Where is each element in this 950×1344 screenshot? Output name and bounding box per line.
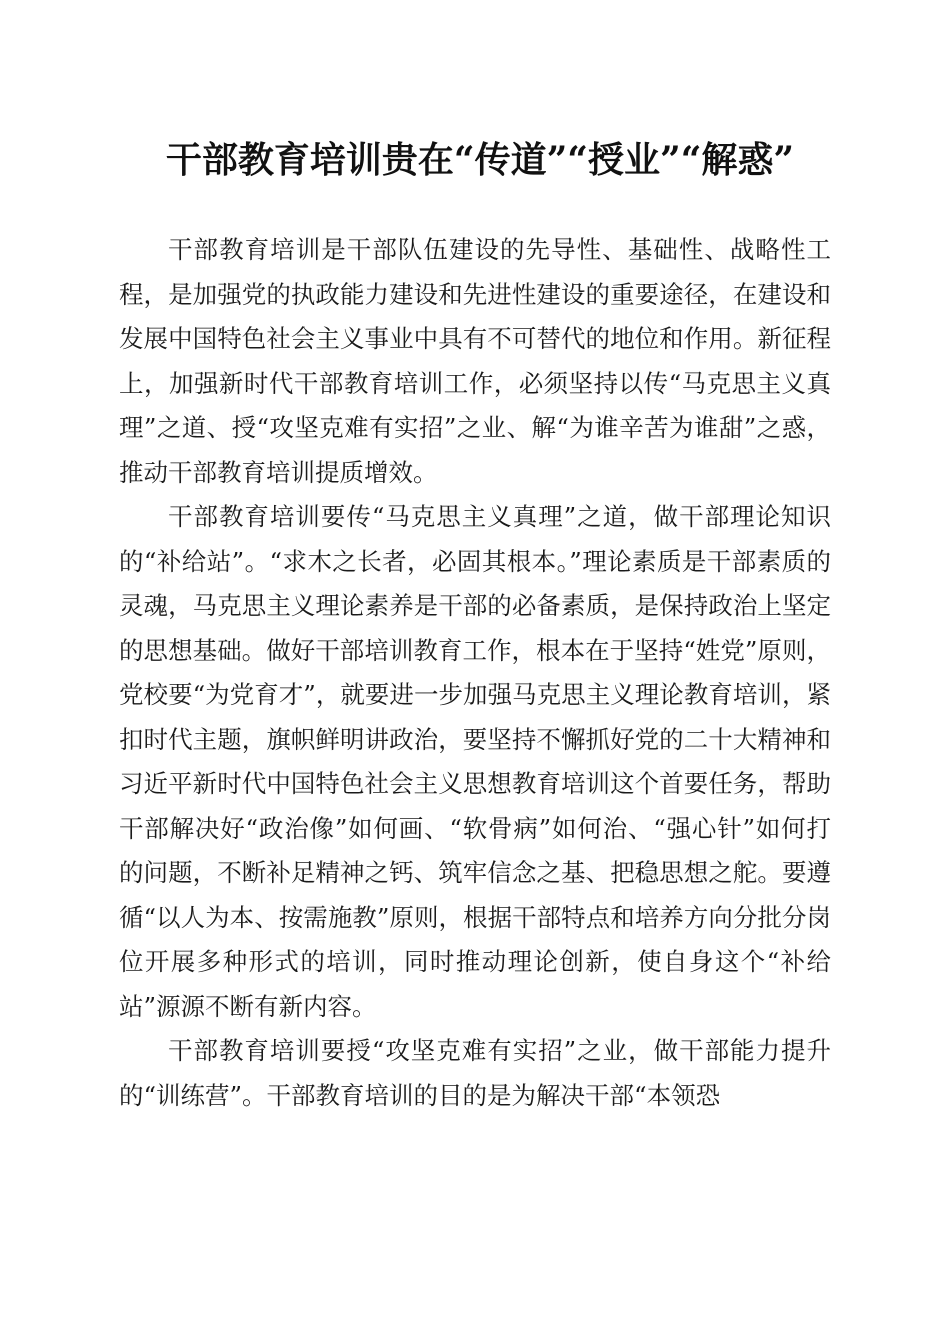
paragraph-intro: 干部教育培训是干部队伍建设的先导性、基础性、战略性工程，是加强党的执政能力建设和先进性建设的重要途径，在建设和发展中国特色社会主义事业中具有不可替代的地位和作用。新征程上，加强新时代干部教育培训工作，必须坚持以传“马克思主义真理”之道、授“攻坚克难有实招”之业、解“为谁辛苦为谁甜”之惑，推动干部教育培训提质增效。 xyxy=(119,235,831,487)
document-body xyxy=(119,228,831,1118)
paragraph-theory: 干部教育培训要传“马克思主义真理”之道，做干部理论知识的“补给站”。“求木之长者，必固其根本。”理论素质是干部素质的灵魂，马克思主义理论素养是干部的必备素质，是保持政治上坚定的思想基础。做好干部培训教育工作，根本在于坚持“姓党”原则，党校要“为党育才”，就要进一步加强马克思主义理论教育培训，紧扣时代主题，旗帜鲜明讲政治，要坚持不懈抓好党的二十大精神和习近平新时代中国特色社会主义思想教育培训这个首要任务，帮助干部解决好“政治像”如何画、“软骨病”如何治、“强心针”如何打的问题，不断补足精神之钙、筑牢信念之基、把稳思想之舵。要遵循“以人为本、按需施教”原则，根据干部特点和培养方向分批分岗位开展多种形式的培训，同时推动理论创新，使自身这个“补给站”源源不断有新内容。 xyxy=(119,502,831,1021)
document-title: 干部教育培训贵在“传道”“授业”“解惑” xyxy=(165,139,795,181)
paragraph-ability: 干部教育培训要授“攻坚克难有实招”之业，做干部能力提升的“训练营”。干部教育培训的目的是为解决干部“本领恐 xyxy=(119,1036,831,1110)
